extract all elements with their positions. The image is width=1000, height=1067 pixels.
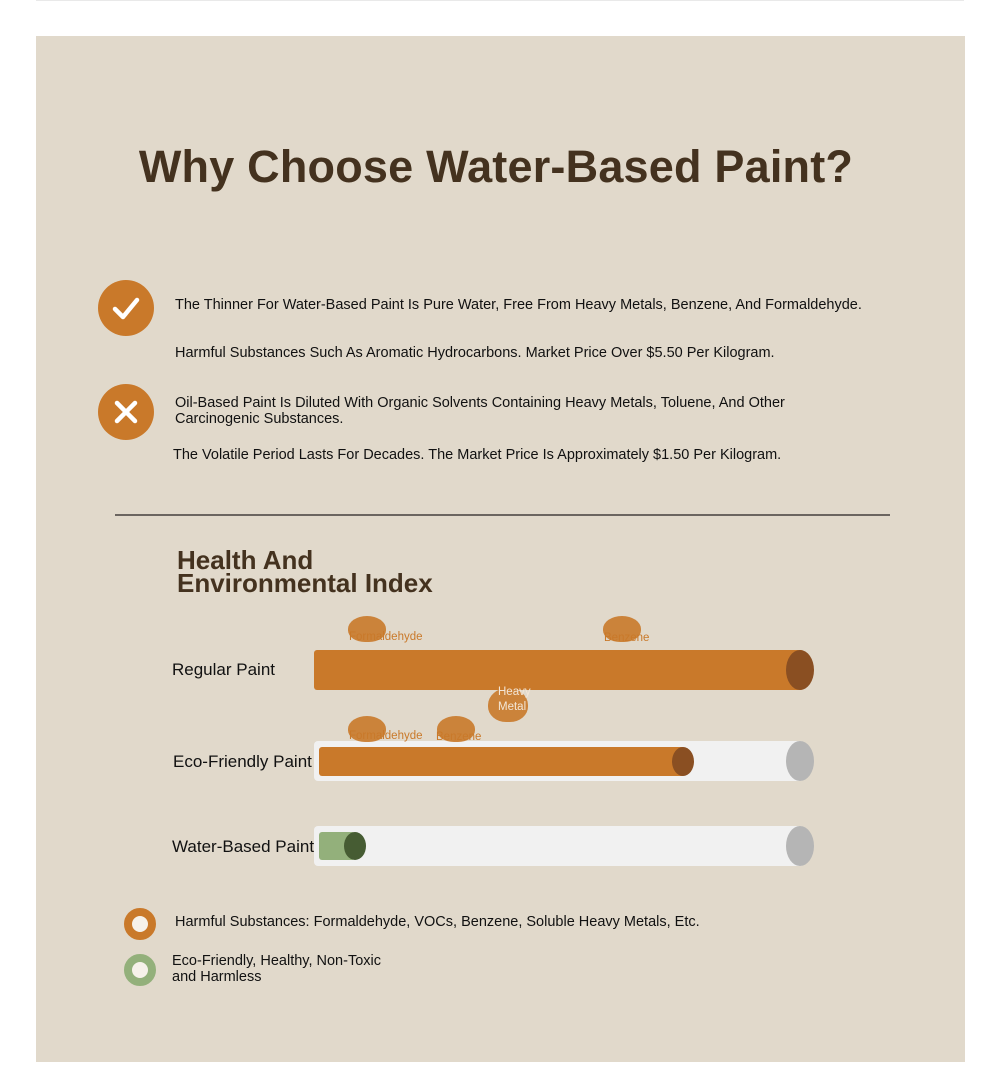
cross-icon — [111, 397, 141, 427]
bar-end-cap — [786, 741, 814, 781]
bar-label-water-based-paint: Water-Based Paint — [172, 837, 315, 856]
section-divider — [115, 514, 890, 516]
legend-harmful-text: Harmful Substances: Formaldehyde, VOCs, Benzene, Soluble Heavy Metals, Etc. — [175, 914, 700, 930]
check-icon — [109, 291, 143, 325]
point-2-detail: The Volatile Period Lasts For Decades. The Market Price Is Approximately $1.50 Per Kilogram. — [173, 447, 782, 463]
page-title: Why Choose Water-Based Paint? — [138, 141, 854, 192]
legend-eco-text: Eco-Friendly, Healthy, Non-Toxic and Harmless — [172, 953, 381, 985]
bar-end-cap — [786, 826, 814, 866]
section-subtitle: Health And Environmental Index — [177, 545, 433, 598]
bar-fill-cap — [672, 747, 694, 776]
top-border-line — [36, 0, 964, 1]
bar-end-cap — [786, 650, 814, 690]
bar-fill-eco-friendly-paint — [319, 747, 685, 776]
substance-label: Heavy Metal — [498, 686, 531, 713]
substance-label: Benzene — [436, 731, 482, 743]
infographic-card — [36, 36, 965, 1062]
bar-fill-regular-paint — [314, 650, 804, 690]
substance-label: Benzene — [604, 632, 650, 644]
point-1-text: The Thinner For Water-Based Paint Is Pure Water, Free From Heavy Metals, Benzene, And Formaldehyde. — [175, 297, 862, 313]
cross-badge — [98, 384, 154, 440]
legend-eco-ring-icon — [124, 954, 156, 986]
substance-label: Formaldehyde — [349, 730, 423, 742]
bar-label-eco-friendly-paint: Eco-Friendly Paint — [173, 752, 312, 771]
bar-track — [314, 826, 804, 866]
point-1-detail: Harmful Substances Such As Aromatic Hydrocarbons. Market Price Over $5.50 Per Kilogram. — [175, 345, 775, 361]
check-badge — [98, 280, 154, 336]
bar-fill-cap — [344, 832, 366, 860]
substance-label: Formaldehyde — [349, 631, 423, 643]
point-2-text: Oil-Based Paint Is Diluted With Organic Solvents Containing Heavy Metals, Toluene, And Other Carcinogenic Substances. — [175, 395, 785, 427]
bar-label-regular-paint: Regular Paint — [172, 660, 276, 679]
legend-harmful-ring-icon — [124, 908, 156, 940]
